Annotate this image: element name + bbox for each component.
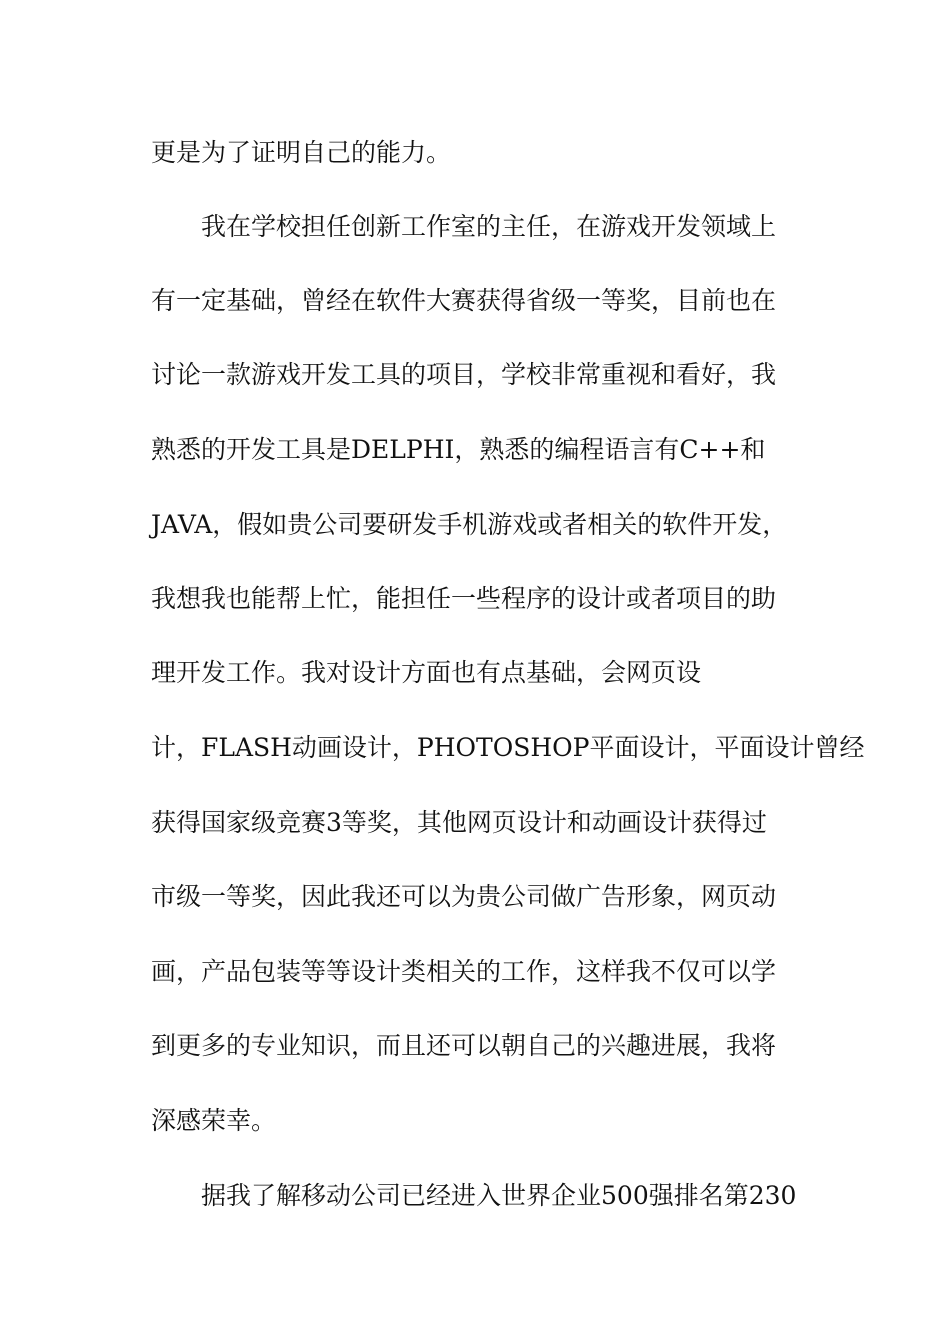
text-line: JAVA，假如贵公司要研发手机游戏或者相关的软件开发， xyxy=(151,510,788,539)
text-line: 讨论一款游戏开发工具的项目，学校非常重视和看好，我 xyxy=(151,360,777,389)
text-line: 画，产品包装等等设计类相关的工作，这样我不仅可以学 xyxy=(151,957,777,986)
text-line: 理开发工作。我对设计方面也有点基础，会网页设 xyxy=(151,658,702,687)
text-line: 有一定基础，曾经在软件大赛获得省级一等奖，目前也在 xyxy=(151,286,777,315)
text-line: 获得国家级竞赛3等奖，其他网页设计和动画设计获得过 xyxy=(151,808,767,837)
text-line: 深感荣幸。 xyxy=(151,1106,277,1135)
text-line: 我想我也能帮上忙，能担任一些程序的设计或者项目的助 xyxy=(151,584,777,613)
paragraph-start-line: 我在学校担任创新工作室的主任，在游戏开发领域上 xyxy=(201,212,777,241)
text-line: 熟悉的开发工具是DELPHI，熟悉的编程语言有C++和 xyxy=(151,435,766,464)
text-line: 市级一等奖，因此我还可以为贵公司做广告形象，网页动 xyxy=(151,882,777,911)
paragraph-start-line: 据我了解移动公司已经进入世界企业500强排名第230 xyxy=(201,1181,797,1210)
text-line: 到更多的专业知识，而且还可以朝自己的兴趣进展，我将 xyxy=(151,1031,777,1060)
text-line: 更是为了证明自己的能力。 xyxy=(151,138,452,167)
text-line: 计，FLASH动画设计，PHOTOSHOP平面设计，平面设计曾经 xyxy=(151,733,865,762)
